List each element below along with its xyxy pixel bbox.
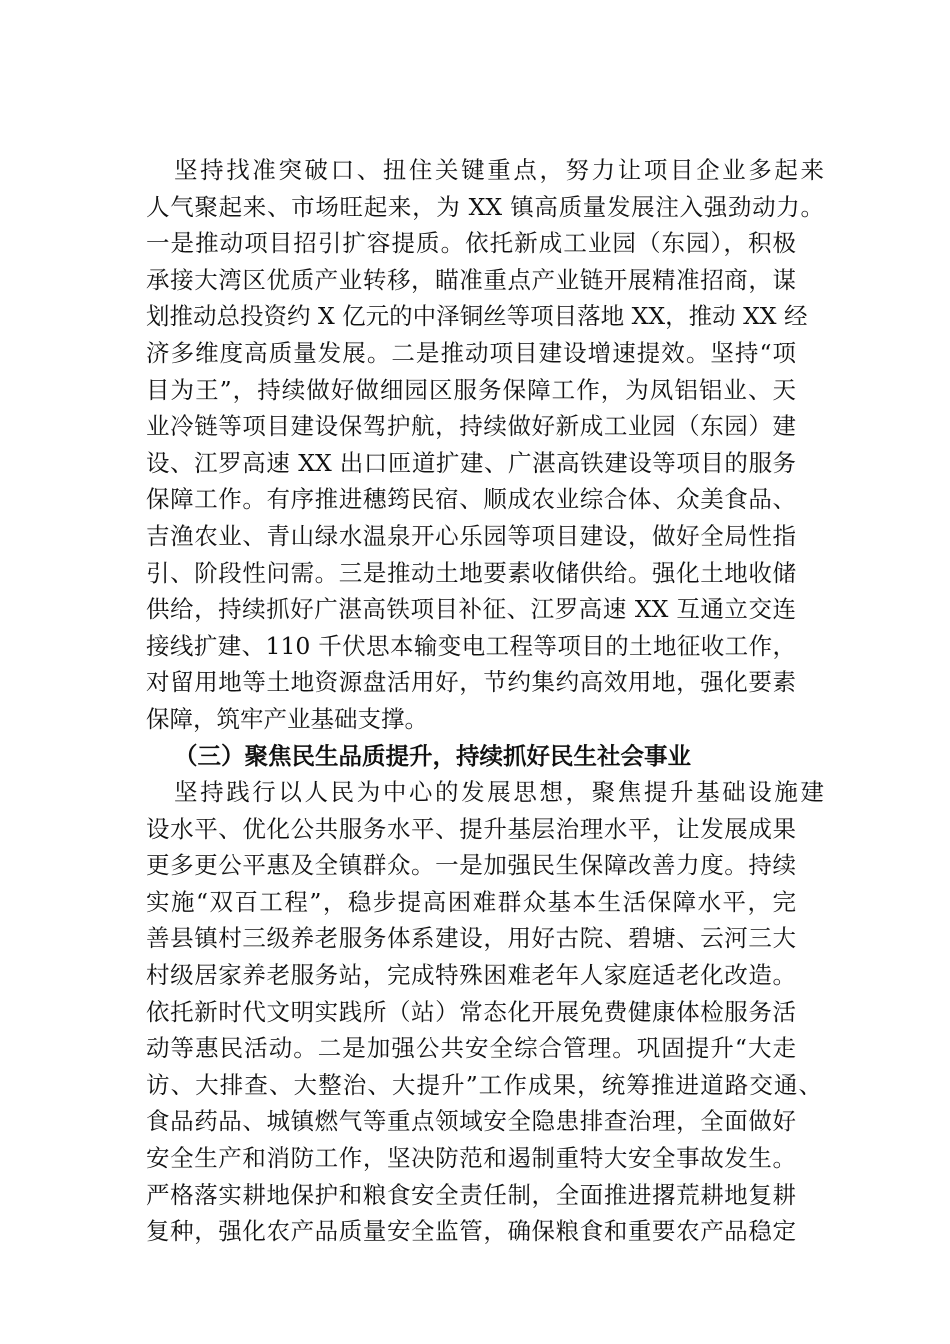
text-line: 善县镇村三级养老服务体系建设，用好古院、碧塘、云河三大 <box>146 924 796 953</box>
text-line: 济多维度高质量发展。二是推动项目建设增速提效。坚持“项 <box>146 338 796 367</box>
document-body <box>146 152 824 1250</box>
text-line: 坚持找准突破口、扭住关键重点，努力让项目企业多起来 <box>174 156 824 184</box>
text-line: 复种，强化农产品质量安全监管，确保粮食和重要农产品稳定 <box>146 1217 796 1246</box>
text-line: 动等惠民活动。二是加强公共安全综合管理。巩固提升“大走 <box>146 1034 796 1063</box>
section-heading: （三）聚焦民生品质提升，持续抓好民生社会事业 <box>174 741 691 770</box>
text-line: 一是推动项目招引扩容提质。依托新成工业园（东园），积极 <box>146 229 796 258</box>
text-line: 引、阶段性问需。三是推动土地要素收储供给。强化土地收储 <box>146 558 796 587</box>
text-line: 对留用地等土地资源盘活用好，节约集约高效用地，强化要素 <box>146 668 796 697</box>
text-line: 供给，持续抓好广湛高铁项目补征、江罗高速 XX 互通立交连 <box>146 595 796 624</box>
text-line: 食品药品、城镇燃气等重点领域安全隐患排查治理，全面做好 <box>146 1107 796 1136</box>
text-line: 业冷链等项目建设保驾护航，持续做好新成工业园（东园）建 <box>146 412 796 441</box>
text-line: 承接大湾区优质产业转移，瞄准重点产业链开展精准招商，谋 <box>146 265 796 294</box>
text-line: 实施“双百工程”，稳步提高困难群众基本生活保障水平，完 <box>146 887 796 916</box>
text-line: 人气聚起来、市场旺起来，为 XX 镇高质量发展注入强劲动力。 <box>146 192 824 221</box>
text-line: 保障工作。有序推进穗筠民宿、顺成农业综合体、众美食品、 <box>146 485 796 514</box>
text-line: 设水平、优化公共服务水平、提升基层治理水平，让发展成果 <box>146 814 796 843</box>
text-line: 严格落实耕地保护和粮食安全责任制，全面推进撂荒耕地复耕 <box>146 1180 796 1209</box>
text-line: 保障，筑牢产业基础支撑。 <box>146 704 428 733</box>
text-line: 安全生产和消防工作，坚决防范和遏制重特大安全事故发生。 <box>146 1144 796 1173</box>
text-line: 吉渔农业、青山绿水温泉开心乐园等项目建设，做好全局性指 <box>146 521 796 550</box>
text-line: 更多更公平惠及全镇群众。一是加强民生保障改善力度。持续 <box>146 851 796 880</box>
text-line: 接线扩建、110 千伏思本输变电工程等项目的土地征收工作， <box>146 631 796 660</box>
text-line: 目为王”，持续做好做细园区服务保障工作，为凤铝铝业、天 <box>146 375 796 404</box>
text-line: 设、江罗高速 XX 出口匝道扩建、广湛高铁建设等项目的服务 <box>146 448 796 477</box>
text-line: 依托新时代文明实践所（站）常态化开展免费健康体检服务活 <box>146 997 796 1026</box>
text-line: 村级居家养老服务站，完成特殊困难老年人家庭适老化改造。 <box>146 961 796 990</box>
text-line: 访、大排查、大整治、大提升”工作成果，统筹推进道路交通、 <box>146 1070 822 1099</box>
text-line: 划推动总投资约 X 亿元的中泽铜丝等项目落地 XX，推动 XX 经 <box>146 302 808 331</box>
text-line: 坚持践行以人民为中心的发展思想，聚焦提升基础设施建 <box>174 778 824 807</box>
